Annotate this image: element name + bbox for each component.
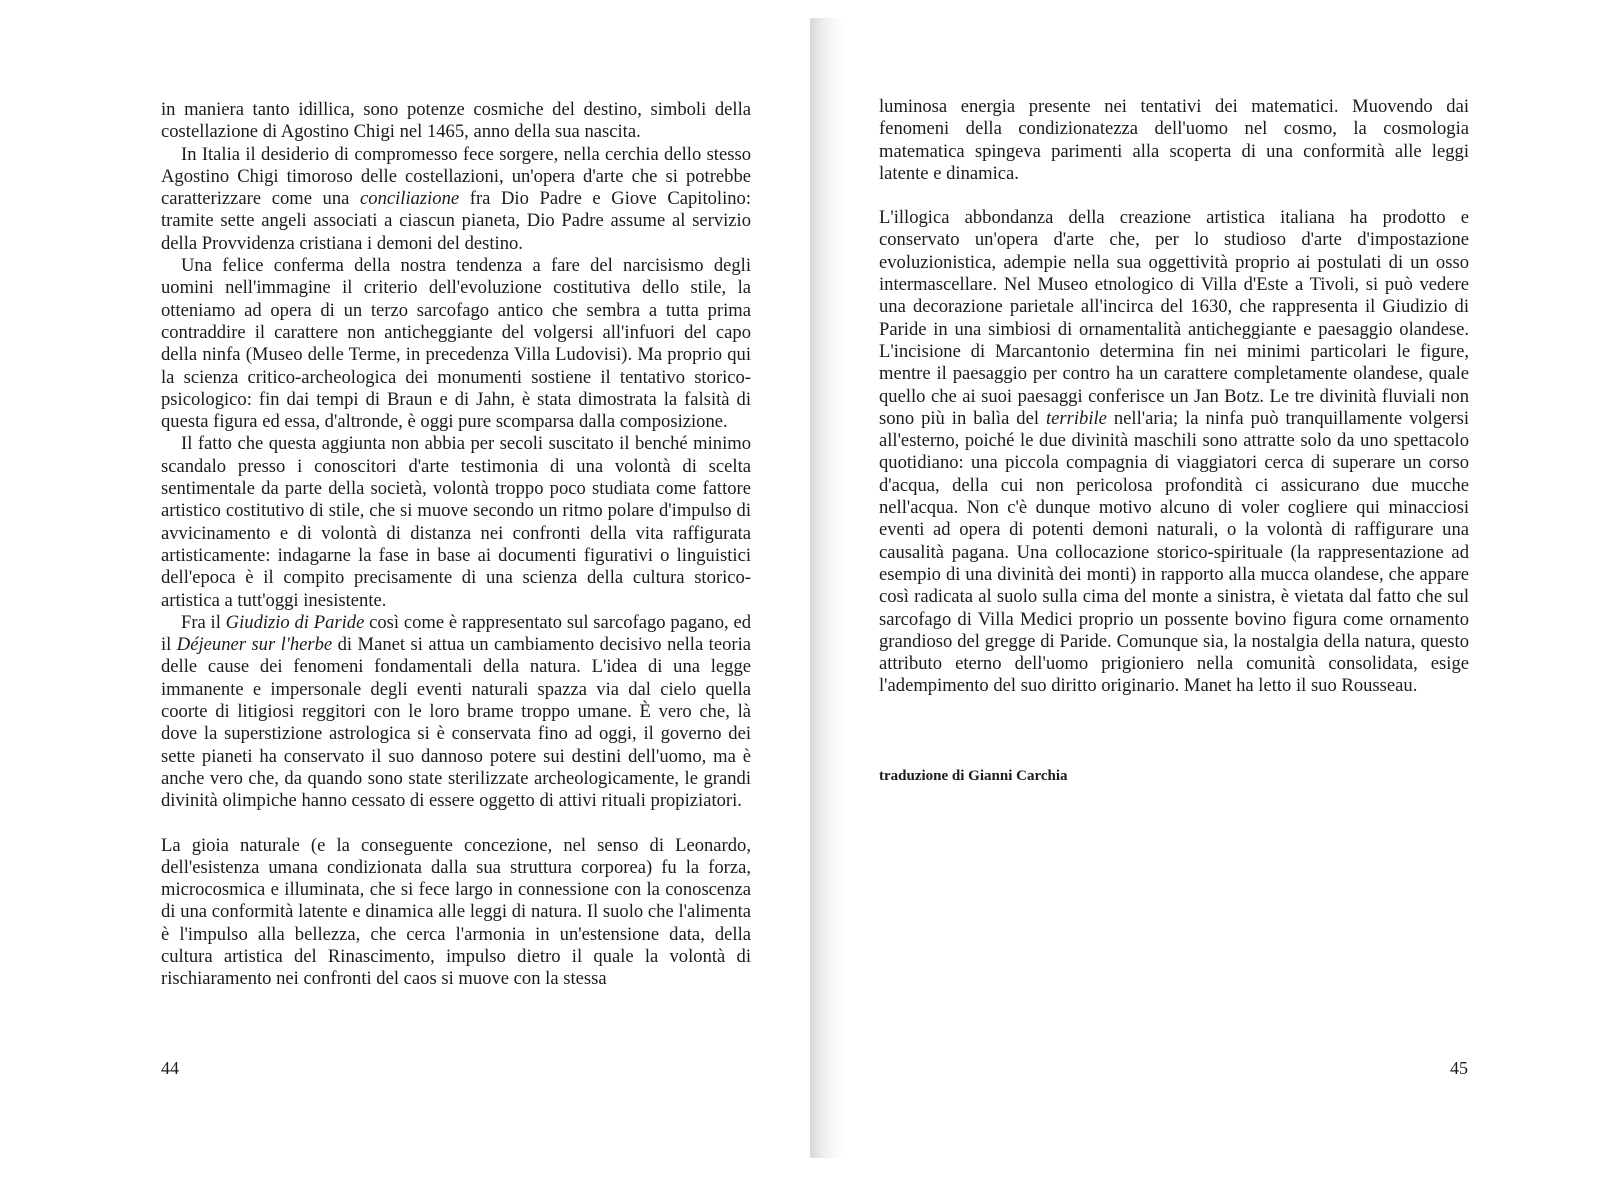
left-paragraph-2: In Italia il desiderio di compromesso fece sorgere, nella cerchia dello stesso Agostino Chigi timoroso delle costellazioni, un'opera d'arte che si potrebbe caratterizzare come una conciliazione fra Dio Padre e Giove Capitolino: tramite sette angeli associati a ciascun pianeta, Dio Padre assume al servizio della Provvidenza cristiana i demoni del destino. [161, 143, 751, 254]
left-paragraph-6: La gioia naturale (e la conseguente concezione, nel senso di Leonardo, dell'esistenza umana condizionata dalla sua struttura corporea) fu la forza, microcosmica e illuminata, che si fece largo in connessione con la conoscenza di una conformità latente e dinamica alle leggi di natura. Il suolo che l'alimenta è l'impulso alla bellezza, che cerca l'armonia in un'estensione data, della cultura artistica del Rinascimento, impulso dietro il quale la volontà di rischiaramento nei confronti del caos si muove con la stessa [161, 834, 751, 990]
title-dejeuner-sur-l-herbe: Déjeuner sur l'herbe [176, 634, 333, 656]
emphasis-terribile: terribile [1045, 407, 1107, 429]
right-text-column [879, 96, 1469, 698]
left-paragraph-1: in maniera tanto idillica, sono potenze cosmiche del destino, simboli della costellazione di Agostino Chigi nel 1465, anno della sua nascita. [161, 99, 751, 143]
page-number-right: 45 [1450, 1058, 1468, 1078]
title-giudizio-di-paride: Giudizio di Paride [225, 611, 365, 633]
translation-credit: traduzione di Gianni Carchia [879, 768, 1068, 784]
right-paragraph-2: L'illogica abbondanza della creazione artistica italiana ha prodotto e conservato un'opera d'arte che, per lo studioso d'arte d'impostazione evoluzionistica, adempie nella sua oggettività proprio ai postulati di un osso intermascellare. Nel Museo etnologico di Villa d'Este a Tivoli, si può vedere una decorazione parietale all'incirca del 1630, che rappresenta il Giudizio di Paride in una simbiosi di ornamentalità anticheggiante e paesaggio olandese. L'incisione di Marcantonio determina fin nei minimi particolari le figure, mentre il paesaggio per contro ha un carattere completamente olandese, quale quello che ai suoi paesaggi conferisce un Jan Botz. Le tre divinità fluviali non sono più in balìa del terribile nell'aria; la ninfa può tranquillamente volgersi all'esterno, poiché le due divinità maschili sono attratte solo da uno spettacolo quotidiano: una piccola compagnia di viaggiatori cerca di superare un corso d'acqua, della cui non pericolosa profondità ci assicurano due mucche nell'acqua. Non c'è dunque motivo alcuno di voler cogliere qui minacciosi eventi ad opera di potenti demoni naturali, o la volontà di raffigurare una causalità pagana. Una collocazione storico-spirituale (la rappresentazione ad esempio di una divinità dei monti) in rapporto alla mucca olandese, che appare così radicata al suolo sulla cima del monte a sinistra, è vietata dal fatto che sul sarcofago di Villa Medici proprio un possente bovino figura come ornamento grandioso del gregge di Paride. Comunque sia, la nostalgia della natura, questo attributo eterno dell'uomo prigioniero nella comunità consolidata, esige l'adempimento del suo diritto originario. Manet ha letto il suo Rousseau. [879, 207, 1469, 697]
binding-gutter [810, 18, 844, 1158]
page-number-left: 44 [161, 1058, 179, 1078]
left-text-column [161, 99, 751, 991]
right-paragraph-1: luminosa energia presente nei tentativi dei matematici. Muovendo dai fenomeni della condizionatezza dell'uomo nel cosmo, la cosmologia matematica spingeva parimenti alla scoperta di una conformità alle leggi latente e dinamica. [879, 96, 1469, 184]
left-paragraph-4: Il fatto che questa aggiunta non abbia per secoli suscitato il benché minimo scandalo presso i conoscitori d'arte testimonia di una volontà di scelta sentimentale da parte della società, volontà troppo poco studiata come fattore artistico costitutivo di stile, che si muove secondo un ritmo polare d'impulso di avvicinamento e di volontà di distanza nei confronti della vita raffigurata artisticamente: indagarne la fase in base ai documenti figurativi o linguistici dell'epoca è il compito precisamente di una scienza della cultura storico-artistica a tutt'oggi inesistente. [161, 433, 751, 611]
right-page [845, 0, 1600, 1185]
left-paragraph-5: Fra il Giudizio di Paride così come è rappresentato sul sarcofago pagano, ed il Déjeuner sur l'herbe di Manet si attua un cambiamento decisivo nella teoria delle cause dei fenomeni fondamentali della natura. L'idea di una legge immanente e impersonale degli eventi naturali spazza via dal cielo quella coorte di litigiosi reggitori con le loro brame troppo umane. È vero che, là dove la superstizione astrologica si è conservata fino ad oggi, il governo dei sette pianeti ha conservato il suo dannoso potere sui destini dell'uomo, ma è anche vero che, da quando sono state sterilizzate archeologicamente, le grandi divinità olimpiche hanno cessato di essere oggetto di attivi rituali propiziatori. [161, 611, 751, 812]
left-paragraph-3: Una felice conferma della nostra tendenza a fare del narcisismo degli uomini nell'immagine il criterio dell'evoluzione costitutiva dello stile, la otteniamo ad opera di un terzo sarcofago antico che sembra a tutta prima contraddire il carattere non anticheggiante del volgersi all'infuori del capo della ninfa (Museo delle Terme, in precedenza Villa Ludovisi). Ma proprio qui la scienza critico-archeologica dei monumenti sostiene il tentativo storico-psicologico: fin dai tempi di Braun e di Jahn, è stata dimostrata la falsità di questa figura ed essa, d'altronde, è oggi pure scomparsa dalla composizione. [161, 255, 751, 433]
emphasis-conciliazione: conciliazione [360, 188, 460, 210]
